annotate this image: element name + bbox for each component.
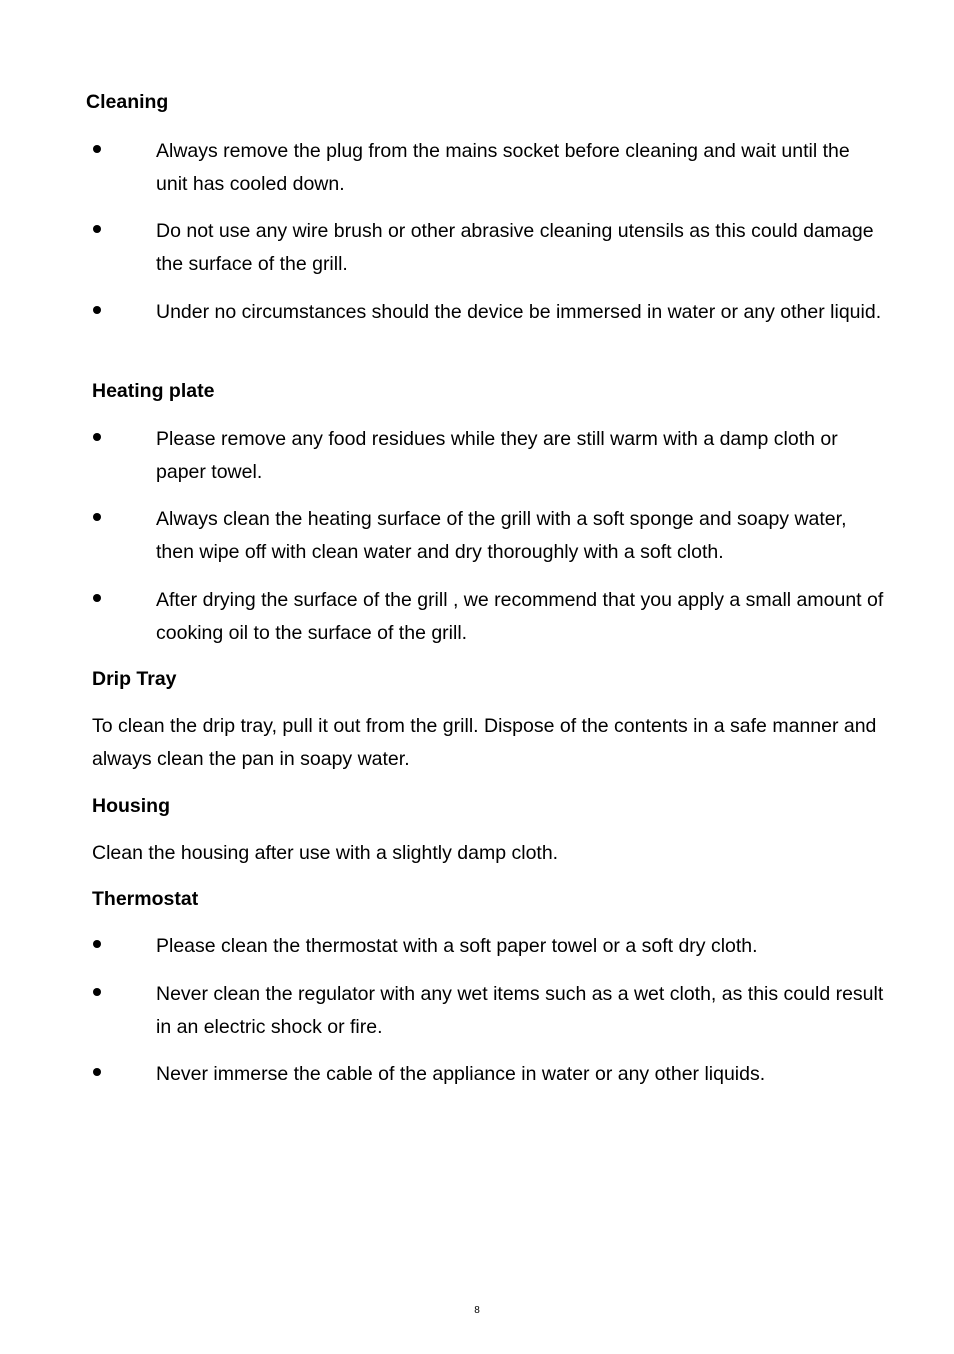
list-item-text: Under no circumstances should the device be immersed in water or any other liquid.: [156, 301, 882, 323]
bullet-icon: [93, 306, 101, 314]
list-item-text: Never clean the regulator with any wet items such as a wet cloth, as this could result in an electric shock or fire.: [156, 983, 884, 1038]
list-item-text: Please clean the thermostat with a soft paper towel or a soft dry cloth.: [156, 935, 758, 957]
bullet-icon: [93, 225, 101, 233]
list-item: [90, 584, 890, 650]
bullet-icon: [93, 145, 101, 153]
drip-tray-paragraph: To clean the drip tray, pull it out from the grill. Dispose of the contents in a safe manner and always clean the pan in soapy water.: [92, 715, 877, 770]
bullet-icon: [93, 433, 101, 441]
section-heading-cleaning: Cleaning: [86, 91, 169, 113]
bullet-icon: [93, 1068, 101, 1076]
list-item: [90, 423, 890, 489]
list-item: [90, 978, 890, 1044]
list-item: [90, 930, 890, 963]
list-item-text: Always remove the plug from the mains socket before cleaning and wait until the unit has cooled down.: [156, 140, 850, 195]
list-item: [90, 296, 890, 362]
list-item-text: Do not use any wire brush or other abrasive cleaning utensils as this could damage the surface of the grill.: [156, 220, 874, 275]
bullet-icon: [93, 940, 101, 948]
list-item-text: Always clean the heating surface of the grill with a soft sponge and soapy water, then wipe off with clean water and dry thoroughly with a soft cloth.: [156, 508, 847, 563]
list-item-text: Please remove any food residues while they are still warm with a damp cloth or paper towel.: [156, 428, 838, 483]
housing-paragraph: Clean the housing after use with a slightly damp cloth.: [92, 842, 559, 864]
section-heading-heating-plate: Heating plate: [92, 380, 215, 402]
section-heading-drip-tray: Drip Tray: [92, 668, 177, 690]
list-item-text: After drying the surface of the grill , we recommend that you apply a small amount of cooking oil to the surface of the grill.: [156, 589, 884, 644]
bullet-icon: [93, 594, 101, 602]
list-item: [90, 1058, 890, 1091]
list-item: [90, 503, 890, 569]
section-heading-housing: Housing: [92, 795, 170, 817]
section-heading-thermostat: Thermostat: [92, 888, 199, 910]
bullet-icon: [93, 513, 101, 521]
list-item: [90, 135, 890, 201]
bullet-icon: [93, 988, 101, 996]
list-item-text: Never immerse the cable of the appliance in water or any other liquids.: [156, 1063, 766, 1085]
page-number: 8: [474, 1305, 480, 1316]
list-item: [90, 215, 890, 281]
